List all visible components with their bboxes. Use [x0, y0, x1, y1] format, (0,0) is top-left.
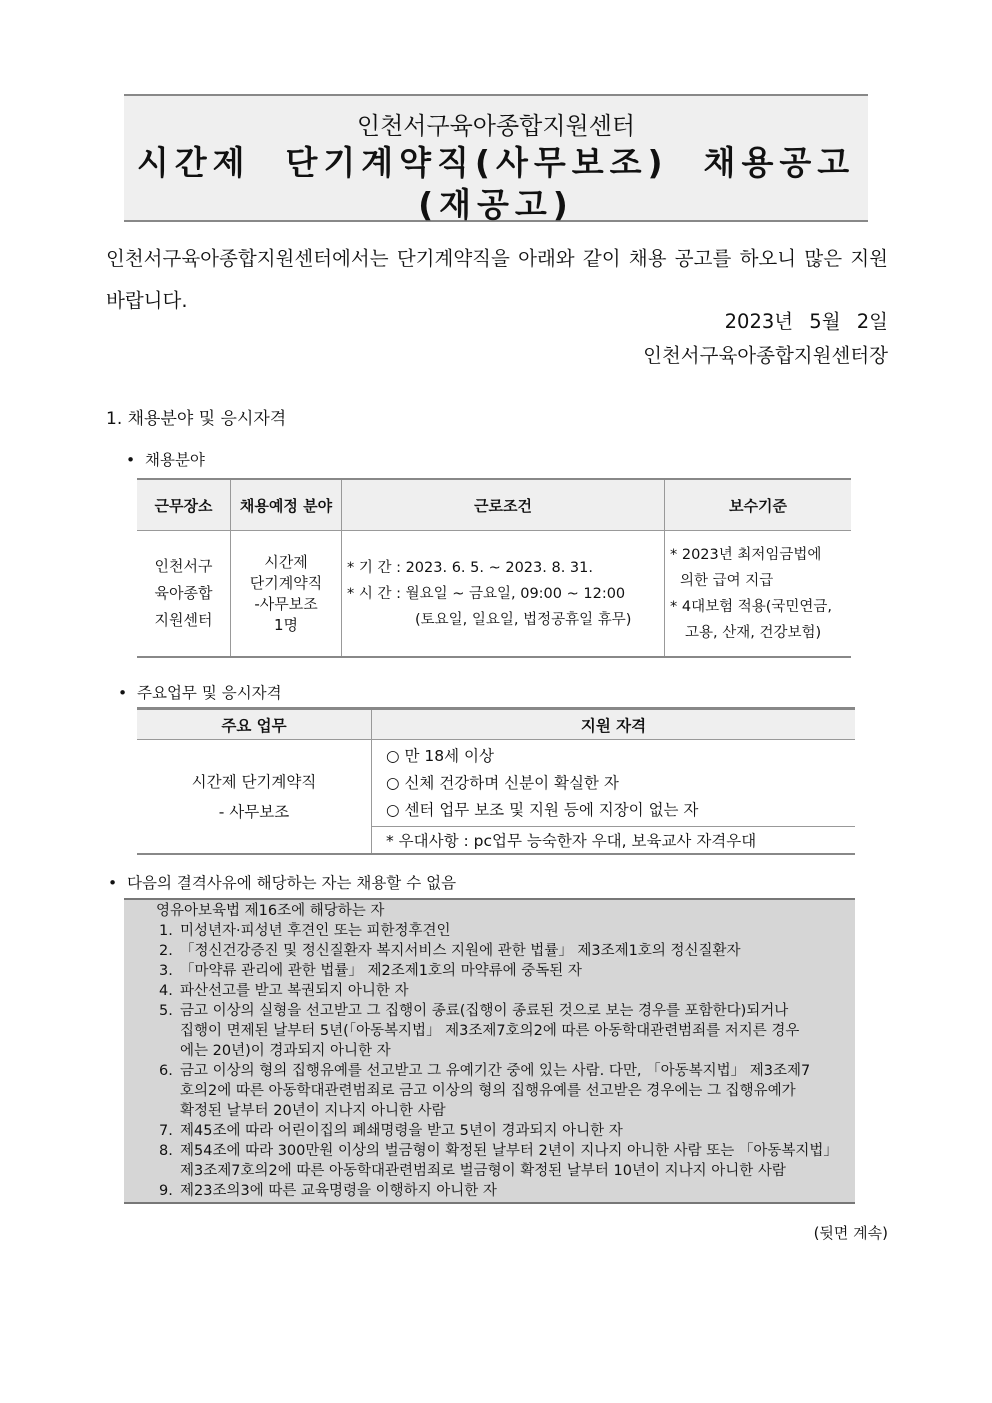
subsection-label: 채용분야	[145, 451, 205, 469]
cell-line: ○ 신체 건강하며 신분이 확실한 자	[386, 773, 619, 792]
signer: 인천서구육아종합지원센터장	[643, 344, 888, 367]
table-header: 채용예정 분야	[231, 479, 342, 531]
cell-line: (토요일, 일요일, 법정공휴일 휴무)	[415, 611, 632, 628]
table-header: 근무장소	[137, 479, 231, 531]
recruit-table	[137, 478, 851, 658]
section-title: 1. 채용분야 및 응시자격	[106, 409, 287, 429]
reason-text: 집행이 면제된 날부터 5년(「아동복지법」 제3조제7호의2에 따른 아동학대관련범죄를 저지른 경우	[180, 1023, 800, 1039]
org-name: 인천서구육아종합지원센터	[356, 112, 636, 140]
cell-quals	[372, 740, 856, 827]
subsection-label: 다음의 결격사유에 해당하는 자는 채용할 수 없음	[127, 874, 457, 892]
bullet-icon: •	[118, 684, 128, 702]
bullet-icon: •	[108, 874, 118, 892]
table-header: 근로조건	[342, 479, 665, 531]
cell-conditions	[342, 531, 665, 658]
reason-text: 확정된 날부터 20년이 지나지 아니한 사람	[180, 1103, 446, 1119]
reason-text: 제54조에 따라 300만원 이상의 벌금형이 확정된 날부터 2년이 지나지 아니한 사람 또는 「아동복지법」	[180, 1143, 838, 1159]
cell-preference: * 우대사항 : pc업무 능숙한자 우대, 보육교사 자격우대	[372, 827, 856, 855]
reason-text: 「정신건강증진 및 정신질환자 복지서비스 지원에 관한 법률」 제3조제1호의 정신질환자	[180, 943, 741, 959]
cell-line: 지원센터	[154, 611, 213, 629]
table-header: 보수기준	[665, 479, 852, 531]
reason-number: 4.	[159, 983, 173, 999]
reason-text: 「마약류 관리에 관한 법률」 제2조제1호의 마약류에 중독된 자	[180, 963, 582, 979]
duties-table	[137, 707, 855, 855]
reason-number: 5.	[159, 1003, 173, 1019]
table-header: 주요 업무	[137, 709, 372, 740]
reasons-intro: 영유아보육법 제16조에 해당하는 자	[156, 903, 385, 919]
subsection-label: 주요업무 및 응시자격	[137, 684, 282, 702]
cell-line: 시간제	[264, 552, 308, 571]
cell-line: - 사무보조	[218, 802, 290, 821]
bullet-icon: •	[126, 451, 136, 469]
footer-note: (뒷면 계속)	[813, 1224, 888, 1242]
title-box	[124, 94, 868, 222]
reason-text: 제23조의3에 따른 교육명령을 이행하지 아니한 자	[180, 1183, 497, 1199]
cell-line: 시간제 단기계약직	[191, 772, 317, 791]
reason-text: 제3조제7호의2에 따른 아동학대관련범죄로 벌금형이 확정된 날부터 10년이 지나지 아니한 사람	[180, 1163, 786, 1179]
reason-number: 3.	[159, 963, 173, 979]
subsection-disqualify	[108, 871, 456, 893]
cell-line: * 시 간 : 월요일 ~ 금요일, 09:00 ~ 12:00	[347, 585, 626, 602]
reason-number: 2.	[159, 943, 173, 959]
reason-text: 제45조에 따라 어린이집의 폐쇄명령을 받고 5년이 경과되지 아니한 자	[180, 1123, 623, 1139]
cell-line: 고용, 산재, 건강보험)	[685, 624, 822, 641]
disqualification-box	[124, 898, 855, 1204]
cell-place	[137, 531, 231, 658]
cell-line: 의한 급여 지급	[680, 572, 774, 589]
cell-line: 육아종합	[154, 584, 213, 602]
cell-line: 인천서구	[154, 557, 213, 575]
cell-line: 1명	[273, 615, 299, 634]
cell-duty	[137, 740, 372, 855]
intro-text: 인천서구육아종합지원센터에서는 단기계약직을 아래와 같이 채용 공고를 하오니 많은 지원 바랍니다.	[106, 247, 888, 312]
reason-text: 에는 20년)이 경과되지 아니한 자	[180, 1043, 391, 1059]
table-header: 지원 자격	[372, 709, 856, 740]
cell-pay	[665, 531, 852, 658]
reason-number: 1.	[159, 923, 173, 939]
reason-text: 금고 이상의 형의 집행유예를 선고받고 그 유예기간 중에 있는 사람. 다만, 「아동복지법」 제3조제7	[180, 1063, 811, 1079]
cell-line: ○ 센터 업무 보조 및 지원 등에 지장이 없는 자	[386, 800, 699, 819]
reason-number: 6.	[159, 1063, 173, 1079]
cell-line: * 4대보험 적용(국민연금,	[670, 598, 833, 615]
cell-line: * 기 간 : 2023. 6. 5. ~ 2023. 8. 31.	[347, 559, 593, 576]
notice-date: 2023년 5월 2일	[724, 310, 888, 333]
reason-number: 9.	[159, 1183, 173, 1199]
reason-text: 미성년자·피성년 후견인 또는 피한정후견인	[180, 923, 451, 939]
subsection-recruit	[126, 448, 205, 470]
reason-text: 금고 이상의 실형을 선고받고 그 집행이 종료(집행이 종료된 것으로 보는 경우를 포함한다)되거나	[180, 1003, 789, 1019]
reason-text: 파산선고를 받고 복권되지 아니한 자	[180, 983, 409, 999]
subsection-duties	[118, 681, 282, 703]
cell-line: 단기계약직	[249, 573, 323, 592]
cell-line: -사무보조	[254, 594, 318, 613]
page-title: 시간제 단기계약직(사무보조) 채용공고	[136, 143, 856, 182]
cell-line: ○ 만 18세 이상	[386, 746, 494, 765]
reason-text: 호의2에 따른 아동학대관련범죄로 금고 이상의 형의 집행유예를 선고받은 경우에는 그 집행유예가	[180, 1083, 796, 1099]
cell-field	[231, 531, 342, 658]
page-title-sub: (재공고)	[418, 185, 574, 224]
reason-number: 8.	[159, 1143, 173, 1159]
reason-number: 7.	[159, 1123, 173, 1139]
cell-line: * 2023년 최저임금법에	[670, 546, 822, 563]
